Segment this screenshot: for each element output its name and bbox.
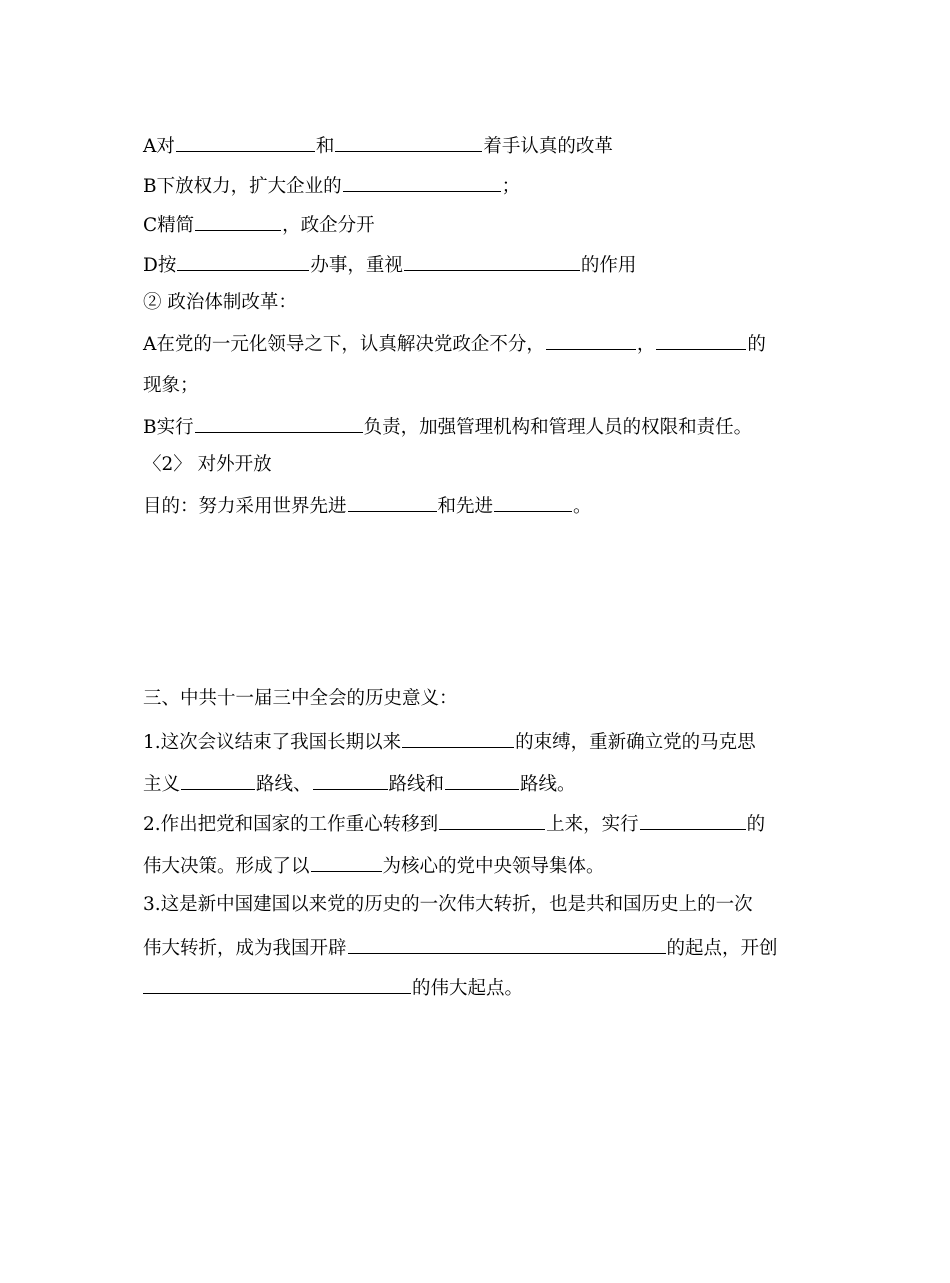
item3-text-2: 伟大转折，成为我国开辟 (143, 938, 347, 959)
fill-blank[interactable] (402, 729, 514, 748)
open-policy-goal (143, 493, 810, 519)
item3-text-4: 的伟大起点。 (412, 978, 524, 999)
political-b-text-1: B实行 (143, 417, 194, 438)
fill-blank[interactable] (439, 811, 545, 830)
political-b-text-2: 负责，加强管理机构和管理人员的权限和责任。 (363, 417, 753, 438)
significance-item-1-cont (143, 771, 810, 797)
significance-item-2-cont (143, 853, 810, 879)
fill-blank[interactable] (181, 771, 255, 790)
item2-text-4: 伟大决策。形成了以 (143, 856, 310, 877)
goal-text-2: 和先进 (437, 496, 494, 517)
fill-blank[interactable] (335, 133, 482, 152)
fill-blank[interactable] (348, 935, 666, 954)
reform-d-text-2: 办事，重视 (310, 255, 403, 276)
reform-a-text-2: 和 (315, 136, 335, 157)
reform-b-text-1: B下放权力，扩大企业的 (143, 176, 342, 197)
item2-text-1: 2.作出把党和国家的工作重心转移到 (143, 814, 439, 835)
item1-text-2: 的束缚，重新确立党的马克思 (515, 732, 756, 753)
reform-line-d (143, 252, 810, 278)
reform-line-b (143, 173, 810, 199)
fill-blank[interactable] (177, 252, 309, 271)
fill-blank[interactable] (313, 771, 388, 790)
item2-text-5: 为核心的党中央领导集体。 (382, 856, 605, 877)
reform-line-c (143, 212, 810, 238)
political-line-a (143, 331, 810, 357)
fill-blank[interactable] (404, 252, 580, 271)
political-line-a-cont: 现象； (143, 375, 199, 396)
item2-text-2: 上来，实行 (546, 814, 639, 835)
fill-blank[interactable] (311, 853, 382, 872)
political-a-text-3: 的 (747, 334, 766, 355)
item1-text-3: 主义 (143, 774, 181, 795)
political-a-text-2: ， (636, 334, 656, 355)
fill-blank[interactable] (195, 414, 363, 433)
item2-text-3: 的 (746, 814, 766, 835)
fill-blank[interactable] (176, 133, 315, 152)
reform-a-text-3: 着手认真的改革 (483, 136, 613, 157)
item1-text-6: 路线。 (520, 774, 576, 795)
political-reform-heading: ② 政治体制改革： (143, 292, 297, 313)
fill-blank[interactable] (143, 975, 411, 994)
significance-item-2 (143, 811, 810, 837)
significance-item-3: 3.这是新中国建国以来党的历史的一次伟大转折，也是共和国历史上的一次 (143, 894, 753, 915)
goal-text-1: 目的：努力采用世界先进 (143, 496, 347, 517)
political-line-b (143, 414, 810, 440)
reform-b-text-2: ； (501, 176, 521, 197)
fill-blank[interactable] (195, 212, 281, 231)
reform-d-text-1: D按 (143, 255, 177, 276)
item1-text-4: 路线、 (256, 774, 312, 795)
significance-item-3-cont (143, 935, 810, 961)
fill-blank[interactable] (656, 331, 746, 350)
fill-blank[interactable] (343, 173, 501, 192)
item1-text-5: 路线和 (388, 774, 445, 795)
section-three-heading: 三、中共十一届三中全会的历史意义： (143, 688, 458, 709)
fill-blank[interactable] (445, 771, 519, 790)
reform-d-text-3: 的作用 (580, 255, 637, 276)
reform-c-text-1: C精简 (143, 215, 195, 236)
reform-c-text-2: ，政企分开 (282, 215, 375, 236)
item1-text-1: 1.这次会议结束了我国长期以来 (143, 732, 402, 753)
fill-blank[interactable] (348, 493, 437, 512)
reform-a-text-1: A对 (143, 136, 175, 157)
reform-line-a (143, 133, 810, 159)
political-a-text-1: A在党的一元化领导之下，认真解决党政企不分， (143, 334, 545, 355)
goal-text-3: 。 (573, 496, 592, 517)
item3-text-3: 的起点，开创 (666, 938, 778, 959)
significance-item-3-end (143, 975, 810, 1001)
fill-blank[interactable] (494, 493, 572, 512)
fill-blank[interactable] (640, 811, 746, 830)
fill-blank[interactable] (546, 331, 636, 350)
significance-item-1 (143, 729, 810, 755)
open-policy-heading: 〈2〉 对外开放 (143, 454, 272, 475)
